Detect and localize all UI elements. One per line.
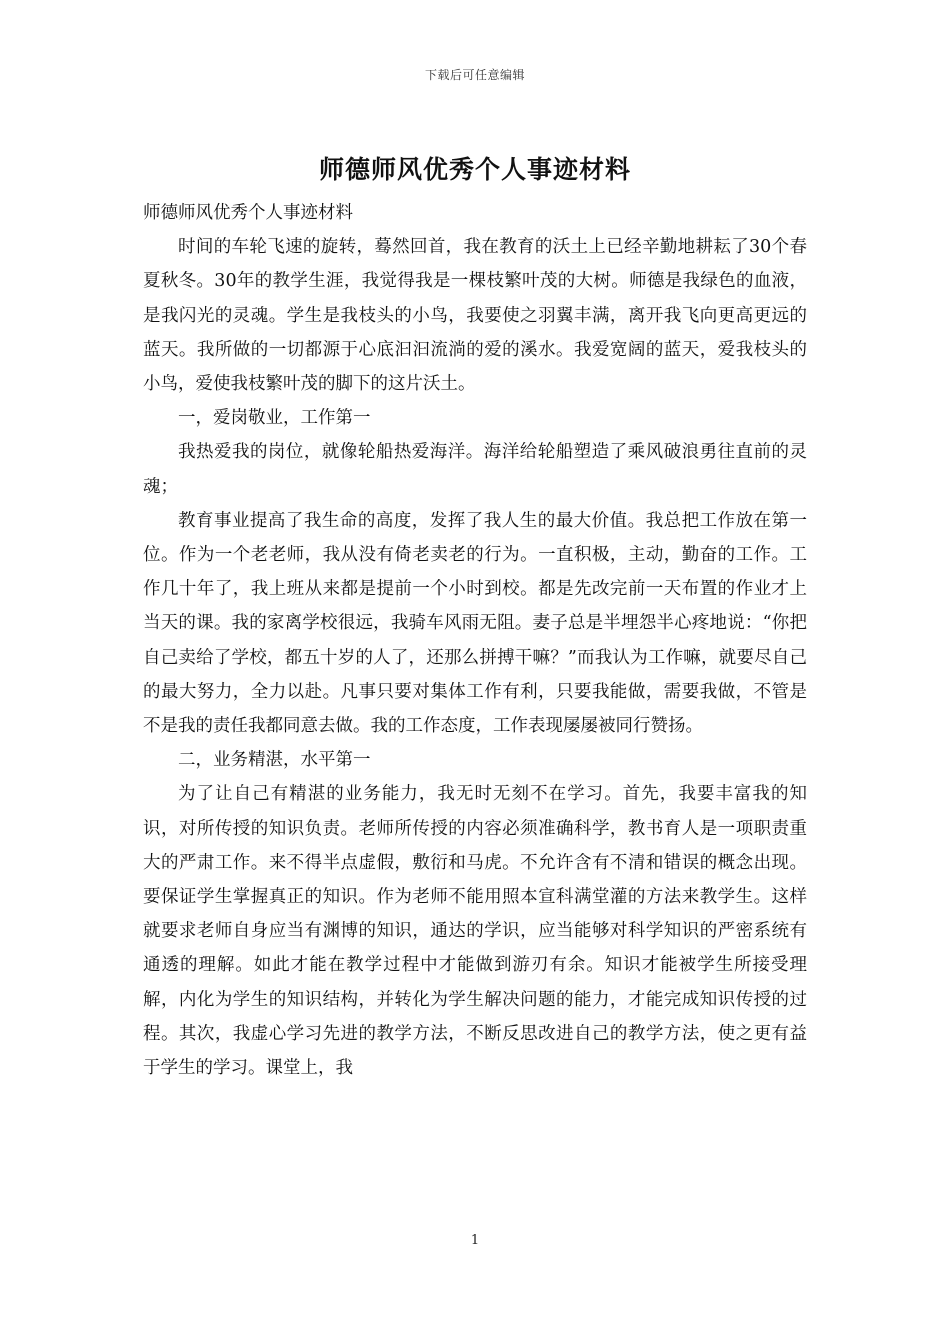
paragraph-love-post: 我热爱我的岗位，就像轮船热爱海洋。海洋给轮船塑造了乘风破浪勇往直前的灵魂； xyxy=(143,442,807,497)
header-note: 下载后可任意编辑 xyxy=(424,68,525,82)
section-heading-1: 一，爱岗敬业，工作第一 xyxy=(178,408,371,429)
paragraph-intro: 时间的车轮飞速的旋转，蓦然回首，我在教育的沃土上已经辛勤地耕耘了30个春夏秋冬。30年的教学生涯，我觉得我是一棵枝繁叶茂的大树。师德是我绿色的血液，是我闪光的灵魂。学生是我枝头的小鸟，我要使之羽翼丰满，离开我飞向更高更远的蓝天。我所做的一切都源于心底汩汩流淌的爱的溪水。我爱宽阔的蓝天，爱我枝头的小鸟，爱使我枝繁叶茂的脚下的这片沃土。 xyxy=(143,237,807,395)
document-subtitle: 师德师风优秀个人事迹材料 xyxy=(143,203,353,223)
paragraph-skills: 为了让自己有精湛的业务能力，我无时无刻不在学习。首先，我要丰富我的知识，对所传授的知识负责。老师所传授的内容必须准确科学，教书育人是一项职责重大的严肃工作。来不得半点虚假，敷衍和马虎。不允许含有不清和错误的概念出现。要保证学生掌握真正的知识。作为老师不能用照本宣科满堂灌的方法来教学生。这样就要求老师自身应当有渊博的知识，通达的学识，应当能够对科学知识的严密系统有通透的理解。如此才能在教学过程中才能做到游刃有余。知识才能被学生所接受理解，内化为学生的知识结构，并转化为学生解决问题的能力，才能完成知识传授的过程。其次，我虚心学习先进的教学方法，不断反思改进自己的教学方法，使之更有益于学生的学习。课堂上，我 xyxy=(143,784,807,1079)
section-heading-2: 二，业务精湛，水平第一 xyxy=(178,750,371,771)
page-number: 1 xyxy=(470,1233,480,1248)
paragraph-work-first: 教育事业提高了我生命的高度，发挥了我人生的最大价值。我总把工作放在第一位。作为一个老老师，我从没有倚老卖老的行为。一直积极，主动，勤奋的工作。工作几十年了，我上班从来都是提前一个小时到校。都是先改完前一天布置的作业才上当天的课。我的家离学校很远，我骑车风雨无阻。妻子总是半埋怨半心疼地说：“你把自己卖给了学校，都五十岁的人了，还那么拼搏干嘛？”而我认为工作嘛，就要尽自己的最大努力，全力以赴。凡事只要对集体工作有利，只要我能做，需要我做，不管是不是我的责任我都同意去做。我的工作态度，工作表现屡屡被同行赞扬。 xyxy=(143,510,807,737)
document-title: 师德师风优秀个人事迹材料 xyxy=(318,155,631,184)
document-body xyxy=(143,196,807,1085)
